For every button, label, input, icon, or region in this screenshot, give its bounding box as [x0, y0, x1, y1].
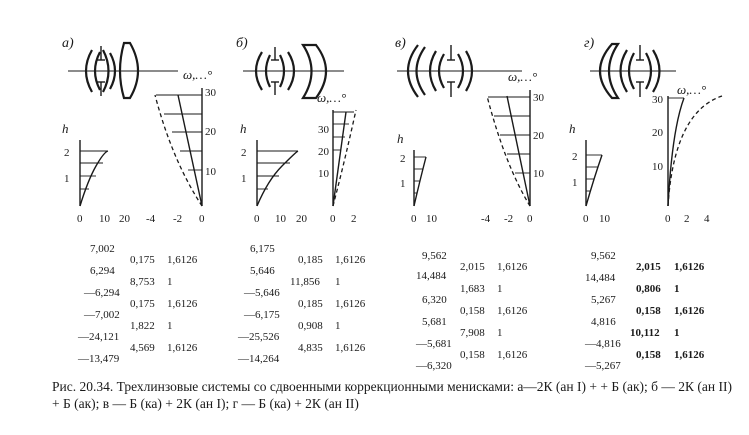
x-tick: 2	[684, 213, 690, 225]
thickness-value: 1,683	[460, 283, 485, 295]
h-tick: 1	[64, 173, 70, 185]
thickness-value: 0,158	[460, 305, 485, 317]
x-tick: 0	[583, 213, 589, 225]
index-value: 1	[674, 327, 680, 339]
aberration-curve	[586, 155, 602, 206]
radius-value: 5,646	[250, 265, 275, 277]
radius-value: —6,294	[84, 287, 120, 299]
omega-tick: 20	[533, 130, 544, 142]
thickness-value: 2,015	[460, 261, 485, 273]
thickness-value: 0,185	[298, 298, 323, 310]
index-value: 1,6126	[497, 305, 528, 317]
omega-tick: 10	[205, 166, 216, 178]
index-value: 1	[167, 276, 173, 288]
panel-d-field-plot	[652, 82, 722, 225]
radius-value: —7,002	[84, 309, 120, 321]
astigmatism-curve-solid	[507, 96, 530, 206]
thickness-value: 7,908	[460, 327, 485, 339]
thickness-value: 4,569	[130, 342, 155, 354]
omega-tick: 30	[652, 94, 663, 106]
index-value: 1,6126	[167, 254, 198, 266]
x-tick: 10	[599, 213, 610, 225]
x-tick: 0	[411, 213, 417, 225]
omega-tick: 10	[652, 161, 663, 173]
panel-d-lens-system	[590, 44, 676, 98]
radius-value: —6,175	[244, 309, 280, 321]
x-tick: 0	[77, 213, 83, 225]
aberration-curve	[80, 151, 108, 206]
thickness-value: 1,822	[130, 320, 155, 332]
figure-caption: Рис. 20.34. Трехлинзовые системы со сдвоенными коррекционными менисками: а—2К (ан I) + + Б (ак); б — 2К (ан II) + Б (ак); в — Б (ка) + 2К (ан I); г — Б (ка) + 2К (ан II)	[52, 379, 732, 411]
x-tick: -2	[504, 213, 514, 225]
panel-c-height-plot	[397, 131, 438, 225]
h-axis-title: h	[62, 121, 69, 136]
x-tick: 20	[296, 213, 307, 225]
radius-value: 6,320	[422, 294, 447, 306]
panel-b-field-plot	[317, 90, 357, 225]
thickness-value: 0,158	[460, 349, 485, 361]
radius-value: 9,562	[422, 250, 447, 262]
index-value: 1	[335, 276, 341, 288]
x-tick: 0	[527, 213, 533, 225]
x-tick: 10	[275, 213, 286, 225]
astigmatism-curve-solid	[668, 98, 684, 206]
omega-tick: 20	[318, 146, 329, 158]
radius-value: —5,267	[585, 360, 621, 372]
x-tick: 0	[254, 213, 260, 225]
thickness-value: 10,112	[630, 327, 660, 339]
omega-axis-title: ω,…°	[677, 82, 707, 97]
x-tick: 0	[665, 213, 671, 225]
radius-value: 4,816	[591, 316, 616, 328]
radius-value: —4,816	[585, 338, 621, 350]
h-tick: 1	[241, 173, 247, 185]
x-tick: 20	[119, 213, 130, 225]
panel-c-field-plot	[481, 69, 545, 225]
thickness-value: 8,753	[130, 276, 155, 288]
index-value: 1	[674, 283, 680, 295]
aberration-curve	[257, 151, 298, 206]
omega-tick: 10	[533, 168, 544, 180]
thickness-value: 0,175	[130, 254, 155, 266]
omega-tick: 20	[205, 126, 216, 138]
omega-tick: 30	[318, 124, 329, 136]
x-tick: 10	[99, 213, 110, 225]
panel-b-label: б)	[236, 36, 248, 51]
radius-value: —6,320	[416, 360, 452, 372]
x-tick: 4	[704, 213, 710, 225]
panel-d-height-plot	[569, 121, 611, 225]
panel-a	[62, 36, 217, 225]
x-tick: 10	[426, 213, 437, 225]
panel-c-label: в)	[395, 36, 406, 51]
index-value: 1	[167, 320, 173, 332]
astigmatism-curve-dashed	[668, 96, 722, 206]
astigmatism-curve-dashed	[155, 95, 202, 206]
index-value: 1,6126	[335, 342, 366, 354]
aberration-curve	[414, 157, 426, 206]
index-value: 1,6126	[167, 342, 198, 354]
thickness-value: 0,185	[298, 254, 323, 266]
index-value: 1	[497, 327, 503, 339]
panel-d	[569, 36, 722, 225]
index-value: 1,6126	[674, 305, 705, 317]
index-value: 1,6126	[497, 349, 528, 361]
radius-value: —5,646	[244, 287, 280, 299]
panel-a-label: а)	[62, 36, 74, 51]
omega-axis-title: ω,…°	[183, 67, 213, 82]
h-axis-title: h	[397, 131, 404, 146]
x-tick: 0	[199, 213, 205, 225]
h-tick: 2	[241, 147, 247, 159]
lens-element	[120, 43, 138, 98]
index-value: 1	[335, 320, 341, 332]
h-tick: 2	[572, 151, 578, 163]
radius-value: —13,479	[78, 353, 120, 365]
panel-a-height-plot	[62, 121, 131, 225]
thickness-value: 0,158	[636, 349, 661, 361]
radius-value: 5,267	[591, 294, 616, 306]
x-tick: -4	[481, 213, 491, 225]
omega-tick: 30	[533, 92, 544, 104]
thickness-value: 0,908	[298, 320, 323, 332]
panel-a-lens-system	[68, 43, 178, 98]
omega-axis-title: ω,…°	[317, 90, 347, 105]
x-tick: 0	[330, 213, 336, 225]
index-value: 1,6126	[335, 254, 366, 266]
index-value: 1,6126	[335, 298, 366, 310]
thickness-value: 0,175	[130, 298, 155, 310]
h-tick: 1	[572, 177, 578, 189]
radius-value: 14,484	[585, 272, 616, 284]
radius-value: 5,681	[422, 316, 447, 328]
omega-tick: 10	[318, 168, 329, 180]
h-axis-title: h	[569, 121, 576, 136]
radius-value: —25,526	[238, 331, 280, 343]
omega-tick: 30	[205, 87, 216, 99]
astigmatism-curve-solid	[333, 112, 346, 206]
index-value: 1,6126	[167, 298, 198, 310]
radius-value: 6,175	[250, 243, 275, 255]
h-tick: 2	[64, 147, 70, 159]
omega-axis-title: ω,…°	[508, 69, 538, 84]
radius-value: —24,121	[78, 331, 120, 343]
x-tick: -2	[173, 213, 183, 225]
panel-b-height-plot	[240, 121, 308, 225]
h-tick: 1	[400, 178, 406, 190]
thickness-value: 0,806	[636, 283, 661, 295]
index-value: 1,6126	[497, 261, 528, 273]
radius-value: —5,681	[416, 338, 452, 350]
panel-c-lens-system	[397, 45, 522, 97]
index-value: 1	[497, 283, 503, 295]
panel-a-field-plot	[146, 67, 217, 225]
thickness-value: 11,856	[290, 276, 320, 288]
panel-b	[236, 36, 357, 225]
h-tick: 2	[400, 153, 406, 165]
index-value: 1,6126	[674, 261, 705, 273]
panel-d-label: г)	[584, 36, 595, 51]
omega-tick: 20	[652, 127, 663, 139]
astigmatism-curve-dashed	[487, 96, 530, 206]
x-tick: 2	[351, 213, 357, 225]
h-axis-title: h	[240, 121, 247, 136]
radius-value: 7,002	[90, 243, 115, 255]
radius-value: 14,484	[416, 270, 447, 282]
x-tick: -4	[146, 213, 156, 225]
radius-value: —14,264	[238, 353, 280, 365]
thickness-value: 4,835	[298, 342, 323, 354]
radius-value: 6,294	[90, 265, 115, 277]
thickness-value: 2,015	[636, 261, 661, 273]
thickness-value: 0,158	[636, 305, 661, 317]
panel-c	[395, 36, 545, 225]
astigmatism-curve-solid	[178, 95, 202, 206]
radius-value: 9,562	[591, 250, 616, 262]
index-value: 1,6126	[674, 349, 705, 361]
